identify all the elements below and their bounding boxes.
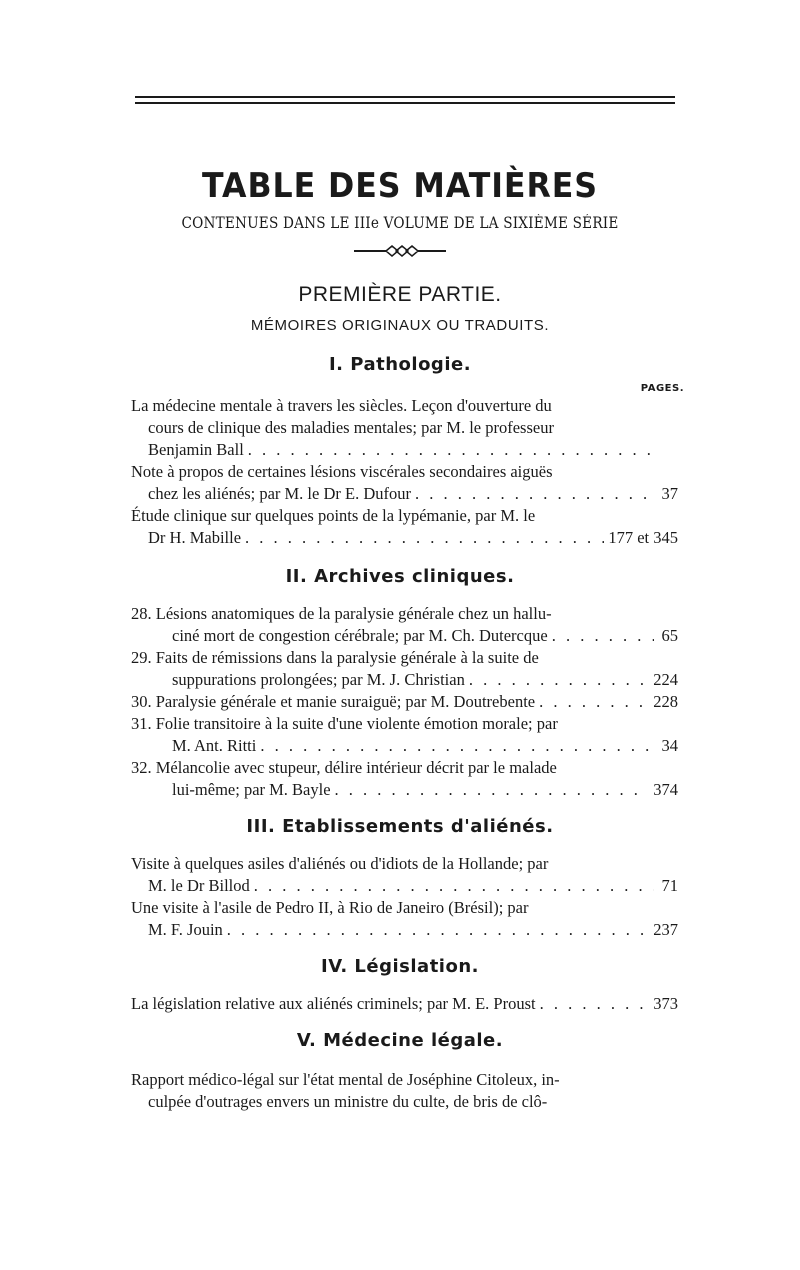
toc-entry: ciné mort de congestion cérébrale; par M. Ch. Dutercque . . . 65 xyxy=(172,626,678,646)
page-title: TABLE DES MATIÈRES xyxy=(202,166,598,206)
toc-entry: M. le Dr Billod . . . 71 xyxy=(148,876,678,896)
toc-entry: Benjamin Ball . . . xyxy=(148,440,678,460)
toc-line: 29. Faits de rémissions dans la paralysie générale à la suite de xyxy=(131,648,539,667)
toc-entry: lui-même; par M. Bayle . . . 374 xyxy=(172,780,678,800)
section-heading: IV. Législation. xyxy=(321,956,479,977)
top-rule xyxy=(135,96,675,98)
toc-entry: 30. Paralysie générale et manie suraiguë; par M. Doutrebente . . . 228 xyxy=(131,692,678,712)
toc-line: culpée d'outrages envers un ministre du culte, de bris de clô- xyxy=(148,1092,548,1111)
toc-entry: M. Ant. Ritti . . . 34 xyxy=(172,736,678,756)
part-subtitle: MÉMOIRES ORIGINAUX OU TRADUITS. xyxy=(250,317,550,334)
toc-line: 28. Lésions anatomiques de la paralysie générale chez un hallu- xyxy=(131,604,552,623)
section-heading: V. Médecine légale. xyxy=(296,1030,504,1051)
toc-entry: La législation relative aux aliénés criminels; par M. E. Proust . . . 373 xyxy=(131,994,678,1014)
section-heading: III. Etablissements d'aliénés. xyxy=(246,816,554,837)
section-heading: II. Archives cliniques. xyxy=(285,566,515,587)
ornament-divider xyxy=(352,244,448,258)
toc-line: La médecine mentale à travers les siècles. Leçon d'ouverture du xyxy=(131,396,552,415)
toc-line: 31. Folie transitoire à la suite d'une violente émotion morale; par xyxy=(131,714,558,733)
toc-line: Une visite à l'asile de Pedro II, à Rio de Janeiro (Brésil); par xyxy=(131,898,529,917)
part-title: PREMIÈRE PARTIE. xyxy=(298,283,502,306)
toc-entry: Dr H. Mabille . . . 177 et 345 xyxy=(148,528,678,548)
toc-entry: chez les aliénés; par M. le Dr E. Dufour . . . 37 xyxy=(148,484,678,504)
toc-entry: M. F. Jouin . . . 237 xyxy=(148,920,678,940)
pages-column-label: PAGES. xyxy=(640,383,684,394)
toc-line: 32. Mélancolie avec stupeur, délire intérieur décrit par le malade xyxy=(131,758,557,777)
toc-line: Visite à quelques asiles d'aliénés ou d'idiots de la Hollande; par xyxy=(131,854,549,873)
toc-entry: suppurations prolongées; par M. J. Christian . . . 224 xyxy=(172,670,678,690)
section-heading: I. Pathologie. xyxy=(328,354,472,375)
top-rule-thin xyxy=(135,102,675,104)
page-subtitle: CONTENUES DANS LE IIIe VOLUME DE LA SIXIÈME SÉRIE xyxy=(181,214,619,232)
toc-line: Note à propos de certaines lésions viscérales secondaires aiguës xyxy=(131,462,553,481)
toc-line: Rapport médico-légal sur l'état mental de Joséphine Citoleux, in- xyxy=(131,1070,560,1089)
toc-line: cours de clinique des maladies mentales; par M. le professeur xyxy=(148,418,554,437)
toc-line: Étude clinique sur quelques points de la lypémanie, par M. le xyxy=(131,506,536,525)
